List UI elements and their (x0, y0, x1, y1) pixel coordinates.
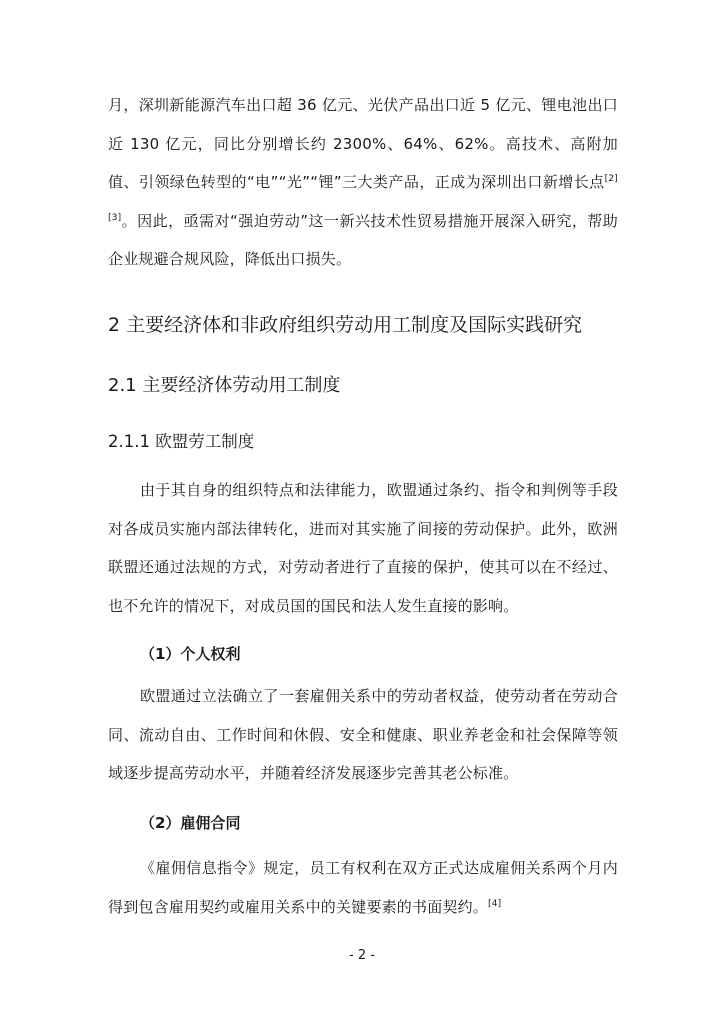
item-heading-individual-rights: （1）个人权利 (140, 645, 241, 663)
subsection-heading: 2.1 主要经济体劳动用工制度 (108, 375, 341, 396)
citation-2-3: [2][3] (108, 174, 618, 223)
intro-paragraph (108, 86, 618, 279)
subsubsection-heading: 2.1.1 欧盟劳工制度 (108, 432, 255, 451)
body-paragraph-employment-contract (108, 849, 618, 926)
intro-text: 月，深圳新能源汽车出口超 36 亿元、光伏产品出口近 5 亿元、锂电池出口近 130 亿元，同比分别增长约 2300%、64%、62%。高技术、高附加值、引领绿色转型的“电”“光”“锂”三大类产品，正成为深圳出口新增长点 (108, 96, 618, 191)
page-number: - 2 - (349, 948, 375, 963)
body-paragraph-eu-labor: 由于其自身的组织特点和法律能力，欧盟通过条约、指令和判例等手段对各成员实施内部法律转化，进而对其实施了间接的劳动保护。此外，欧洲联盟还通过法规的方式，对劳动者进行了直接的保护，使其可以在不经过、也不允许的情况下，对成员国的国民和法人发生直接的影响。 (108, 481, 618, 615)
employment-contract-text: 《雇佣信息指令》规定，员工有权利在双方正式达成雇佣关系两个月内得到包含雇用契约或雇用关系中的关键要素的书面契约。 (108, 859, 618, 916)
intro-text-continued: 。因此，亟需对“强迫劳动”这一新兴技术性贸易措施开展深入研究，帮助企业规避合规风险，降低出口损失。 (108, 211, 618, 268)
body-paragraph-individual-rights: 欧盟通过立法确立了一套雇佣关系中的劳动者权益，使劳动者在劳动合同、流动自由、工作时间和休假、安全和健康、职业养老金和社会保障等领域逐步提高劳动水平，并随着经济发展逐步完善其老公标准。 (108, 687, 618, 782)
item-heading-employment-contract: （2）雇佣合同 (140, 814, 241, 832)
section-heading: 2 主要经济体和非政府组织劳动用工制度及国际实践研究 (108, 314, 583, 336)
citation-4: [4] (488, 898, 502, 909)
